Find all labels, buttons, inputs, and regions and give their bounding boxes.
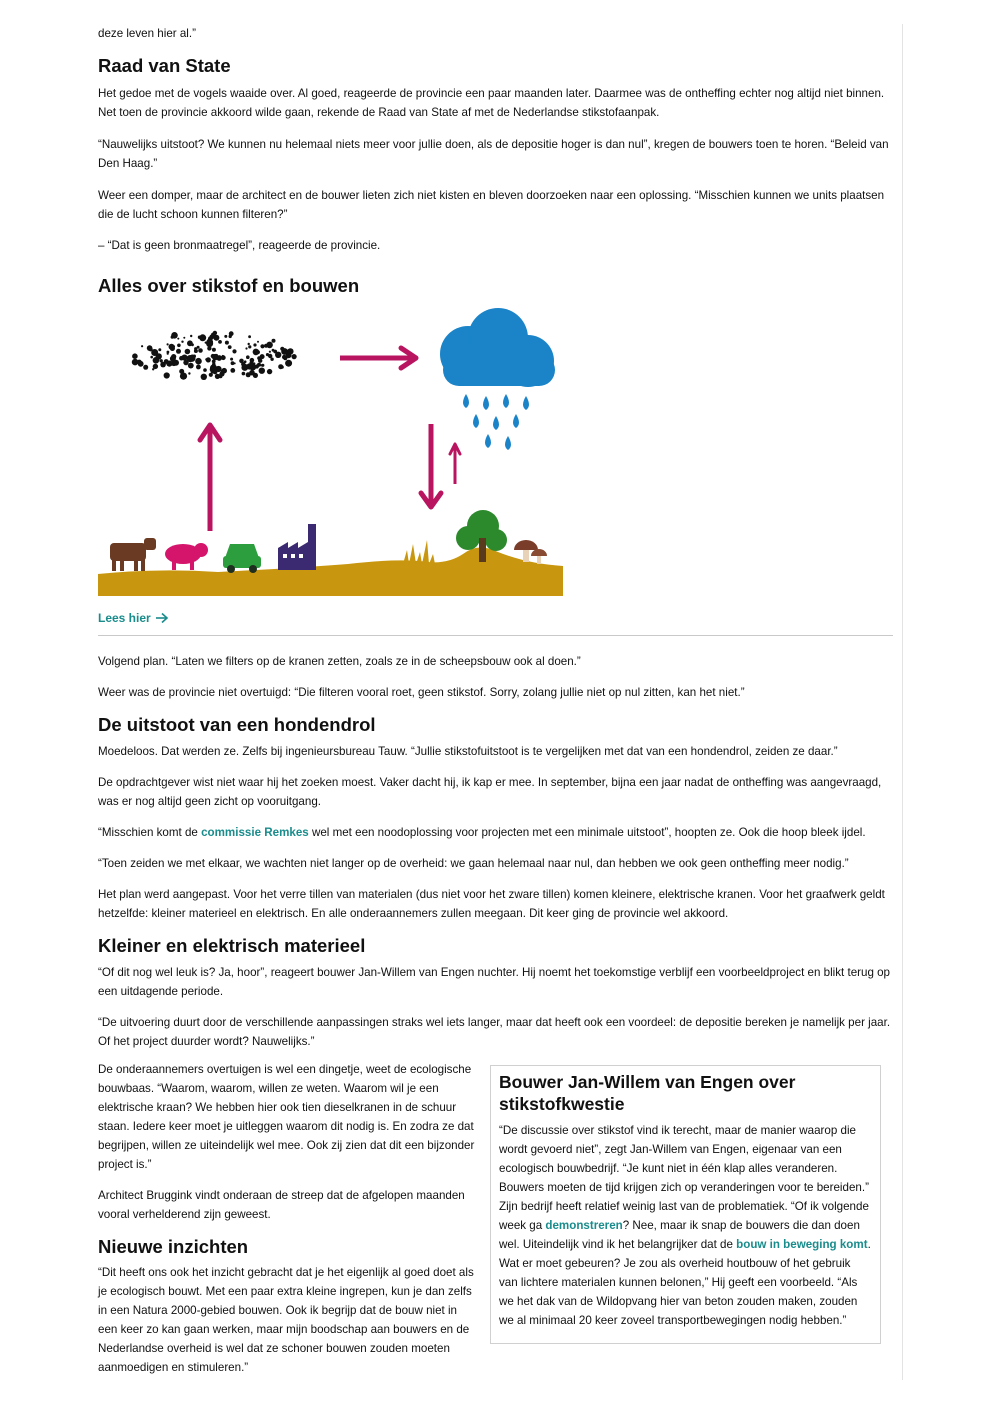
text: . Wat er moet gebeuren? Je zou als overheid houtbouw of het gebruik van lichtere materialen kunnen belonen,” Hij geeft een voorbeeld. “Als we het dak van de Wildopvang hier van beton zouden maken, zouden we al minimaal 20 keer zoveel transportbewegingen nodig hebben.” (499, 1238, 871, 1327)
text: “De discussie over stikstof vind ik terecht, maar de manier waarop die wordt gevoerd niet”, zegt Jan-Willem van Engen, eigenaar van een ecologisch bouwbedrijf. “Je kunt niet in één klap alles veranderen. Bouwers moeten de tijd krijgen zich op veranderingen voor te bereiden.” Zijn bedrijf heeft relatief weinig last van de problematiek. “Of ik volgende week ga (499, 1124, 869, 1232)
paragraph: Het gedoe met de vogels waaide over. Al goed, reageerde de provincie een paar maanden later. Daarmee was de ontheffing echter nog altijd niet binnen. Net toen de provincie akkoord wilde gaan, rekende de Raad van State af met de Nederlandse stikstofaanpak. (98, 87, 885, 119)
promo-heading: Alles over stikstof en bouwen (98, 275, 360, 296)
infographic-canvas (98, 306, 563, 596)
paragraph: De onderaannemers overtuigen is wel een dingetje, weet de ecologische bouwbaas. “Waarom, waarom, willen ze weten. Waarom wil je een elektrische kraan? We hebben hier ook tien dieselkranen in de schuur staan. Iedere keer moet je uitleggen waarom dit nodig is. En zodra ze dat begrijpen, willen ze uiteindelijk wel mee. Ook zij zien dat dit een bijzonder project is.” (98, 1063, 475, 1171)
arrow-up-icon (200, 425, 220, 531)
paragraph: deze leven hier al.” (98, 27, 196, 40)
commissie-remkes-link[interactable]: commissie Remkes (201, 826, 309, 839)
arrow-right-icon (340, 348, 416, 368)
arrow-right-icon[interactable] (155, 612, 169, 624)
factory-icon (278, 524, 316, 570)
paragraph (98, 823, 893, 842)
cow-icon (110, 538, 156, 571)
section-heading-materieel: Kleiner en elektrisch materieel (98, 935, 366, 956)
rain-cloud-icon (440, 308, 555, 450)
paragraph: Het plan werd aangepast. Voor het verre tillen van materialen (dus niet voor het zware tillen) komen kleinere, elektrische kranen. Voor het graafwerk geldt hetzelfde: kleiner materieel en elektrisch. En alle onderaannemers zullen meegaan. Dit keer ging de provincie wel akkoord. (98, 888, 885, 920)
nitrogen-particles-icon (132, 331, 297, 380)
section-heading-inzichten: Nieuwe inzichten (98, 1236, 249, 1257)
paragraph: De opdrachtgever wist niet waar hij het zoeken moest. Vaker dacht hij, ik kap er mee. In september, bijna een jaar nadat de ontheffing was aangevraagd, was er nog altijd geen zicht op vooruitgang. (98, 776, 882, 808)
section-heading-raad: Raad van State (98, 55, 231, 76)
paragraph: “Toen zeiden we met elkaar, we wachten niet langer op de overheid: we gaan helemaal naar nul, dan hebben we ook geen ontheffing meer nodig.” (98, 857, 849, 870)
text: ? Nee, maar ik snap de bouwers die dan doen wel. Uiteindelijk vind ik het belangrijker dat de (499, 1219, 860, 1251)
paragraph: – “Dat is geen bronmaatregel”, reageerde de provincie. (98, 239, 381, 252)
paragraph: Moedeloos. Dat werden ze. Zelfs bij ingenieursbureau Tauw. “Jullie stikstofuitstoot is te vergelijken met dat van een hondendrol, zeiden ze daar.” (98, 745, 838, 758)
section-heading-hondendrol: De uitstoot van een hondendrol (98, 714, 376, 735)
divider (98, 635, 893, 636)
left-text-column (98, 1060, 478, 1377)
deposition-arrows-icon (421, 424, 460, 507)
paragraph: “Nauwelijks uitstoot? We kunnen nu helemaal niets meer voor jullie doen, als de depositie hoger is dan nul”, kregen de bouwers toen te horen. “Beleid van Den Haag.” (98, 138, 889, 170)
paragraph: Weer was de provincie niet overtuigd: “Die filteren vooral roet, geen stikstof. Sorry, zolang jullie niet op nul zitten, kan het niet.” (98, 686, 745, 699)
paragraph: “De uitvoering duurt door de verschillende aanpassingen straks wel iets langer, maar dat heeft ook een voordeel: de depositie bereken je namelijk per jaar. Of het project duurder wordt? Nauwelijks.” (98, 1016, 891, 1048)
paragraph: “Of dit nog wel leuk is? Ja, hoor”, reageert bouwer Jan-Willem van Engen nuchter. Hij noemt het toekomstige verblijf een voorbeeldproject en blikt terug op een uitdagende periode. (98, 966, 891, 998)
article-column (98, 24, 893, 1377)
paragraph: Architect Bruggink vindt onderaan de streep dat de afgelopen maanden vooral verhelderend zijn geweest. (98, 1189, 465, 1221)
grass-icon (403, 540, 435, 564)
paragraph: Volgend plan. “Laten we filters op de kranen zetten, zoals ze in de scheepsbouw ook al doen.” (98, 655, 581, 668)
car-icon (223, 544, 261, 573)
sidebar-heading: Bouwer Jan-Willem van Engen over stikstofkwestie (499, 1072, 796, 1114)
read-more-label[interactable]: Lees hier (98, 611, 151, 625)
paragraph: Weer een domper, maar de architect en de bouwer lieten zich niet kisten en bleven doorzoeken naar een oplossing. “Misschien kunnen we units plaatsen die de lucht schoon kunnen filteren?” (98, 189, 885, 221)
read-more-link[interactable] (98, 611, 893, 625)
text: “Misschien komt de (98, 826, 202, 839)
demonstreren-link[interactable]: demonstreren (545, 1219, 623, 1232)
text: wel met een noodoplossing voor projecten met een minimale uitstoot”, hoopten ze. Ook die hoop bleek ijdel. (308, 826, 866, 839)
bouw-in-beweging-link[interactable]: bouw in beweging komt (736, 1238, 868, 1251)
two-column-section (98, 1060, 893, 1377)
pig-icon (165, 543, 208, 570)
paragraph: “Dit heeft ons ook het inzicht gebracht dat je het eigenlijk al goed doet als je ecologisch bouwt. Met een paar extra kleine ingrepen, kun je dan zelfs in een Natura 2000-gebied bouwen. Ook ik begrijp dat de bouw niet in een keer zo kan gaan werken, maar mijn boodschap aan bouwers en de Nederlandse overheid is wel dat ze schoner bouwen zouden moeten aanmoedigen en stimuleren.” (98, 1266, 474, 1374)
sidebar-text (499, 1121, 872, 1330)
stikstof-infographic[interactable] (98, 306, 563, 596)
column-divider (902, 24, 903, 1380)
interview-sidebar-box (490, 1065, 881, 1344)
